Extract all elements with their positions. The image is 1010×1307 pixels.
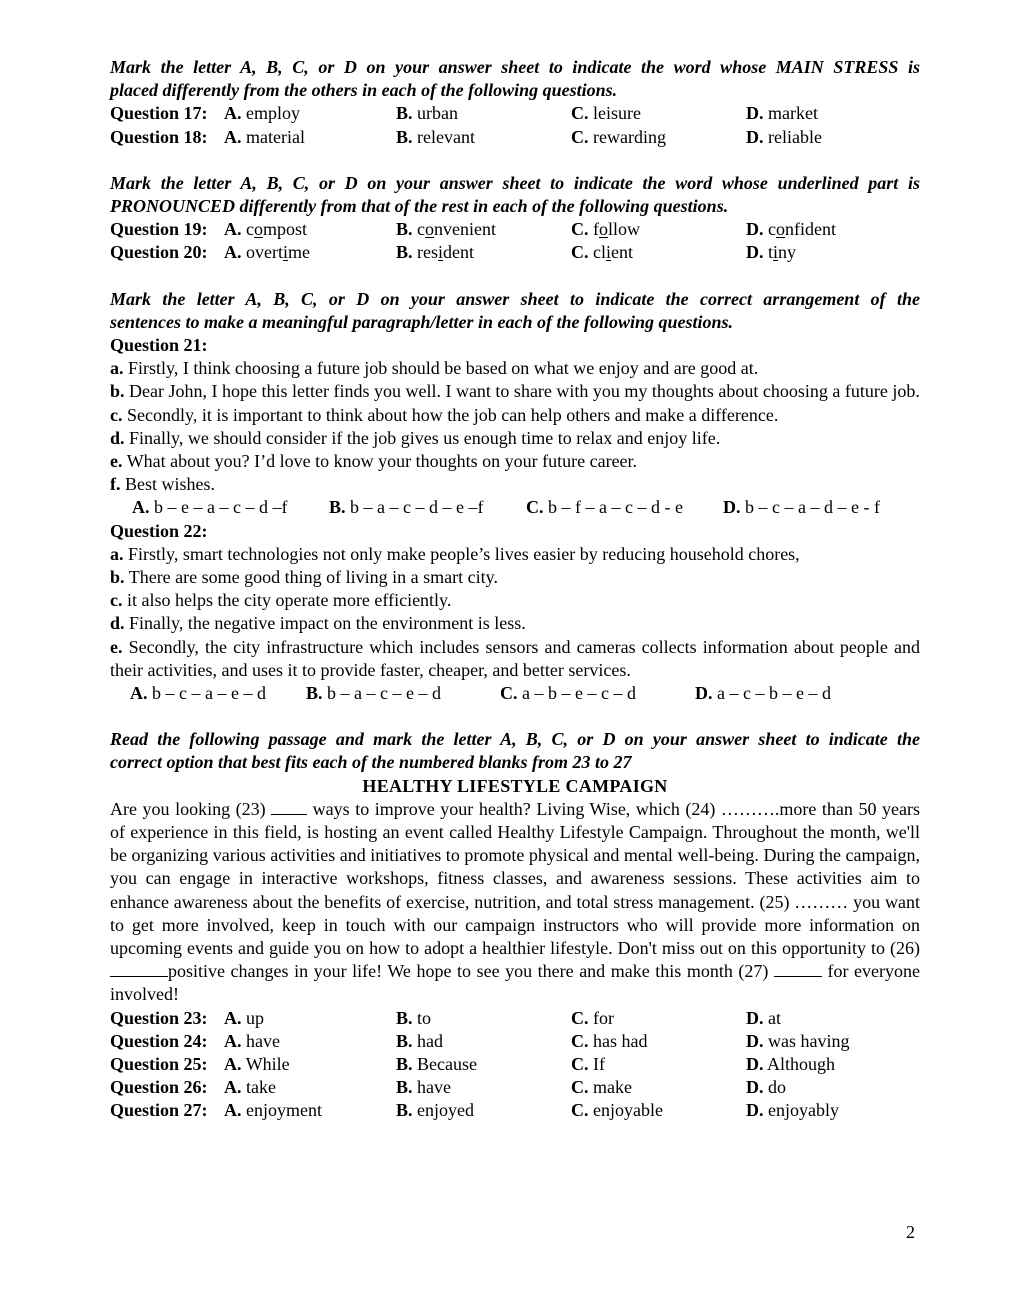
question-row — [110, 218, 920, 241]
sentence-text: Firstly, smart technologies not only make people’s lives easier by reducing household chores, — [128, 543, 800, 564]
option-text: have — [417, 1077, 451, 1098]
option-text: c — [768, 219, 776, 240]
option-d[interactable] — [746, 1030, 849, 1053]
sentence-item — [110, 636, 920, 682]
question-label: Question 18: — [110, 126, 208, 147]
option-text: to — [417, 1007, 432, 1028]
option-letter: C. — [571, 219, 589, 240]
blank-23 — [271, 799, 307, 815]
question-label: Question 22: — [110, 520, 208, 541]
sentence-item — [110, 589, 920, 612]
option-a[interactable] — [224, 126, 305, 149]
option-text: enjoyably — [768, 1100, 839, 1121]
option-letter: B. — [396, 126, 413, 147]
option-c[interactable] — [526, 496, 683, 519]
option-text: at — [768, 1007, 781, 1028]
sentence-text: Secondly, the city infrastructure which includes sensors and cameras collects information about people and their activities, and uses it to provide faster, cheaper, and better services. — [110, 636, 921, 680]
option-letter: A. — [224, 1030, 242, 1051]
option-text: have — [246, 1030, 280, 1051]
option-letter: A. — [224, 219, 242, 240]
option-a[interactable] — [130, 682, 266, 705]
option-d[interactable] — [746, 1099, 839, 1122]
option-a[interactable] — [132, 496, 287, 519]
sentence-text: Best wishes. — [125, 474, 215, 495]
option-text: material — [246, 126, 305, 147]
option-letter: A. — [130, 683, 148, 703]
option-letter: C. — [571, 126, 589, 147]
sentence-key: c. — [110, 590, 123, 611]
option-letter: A. — [224, 103, 242, 124]
instruction-line: Mark the letter A, B, C, or D on your answer sheet to indicate the word whose MAIN STRESS is — [110, 57, 920, 77]
instruction-stress — [110, 56, 920, 102]
sentence-text: Firstly, I think choosing a future job should be based on what we enjoy and are good at. — [128, 358, 759, 379]
option-b[interactable] — [329, 496, 483, 519]
passage-title: HEALTHY LIFESTYLE CAMPAIGN — [362, 775, 668, 796]
option-d[interactable] — [695, 682, 831, 705]
sentence-text: it also helps the city operate more efficiently. — [127, 590, 452, 611]
option-c[interactable] — [571, 1007, 614, 1030]
option-a[interactable] — [224, 102, 300, 125]
sentence-key: a. — [110, 543, 124, 564]
option-letter: C. — [571, 1077, 589, 1098]
passage-part: Are you looking (23) — [110, 798, 272, 819]
option-text: c — [246, 219, 254, 240]
option-letter: B. — [306, 683, 323, 703]
question-row — [110, 126, 920, 149]
option-c[interactable] — [571, 102, 641, 125]
option-c[interactable] — [571, 241, 633, 264]
blank-26 — [110, 961, 168, 977]
option-text: While — [245, 1054, 290, 1074]
option-letter: B. — [329, 497, 346, 518]
sentence-key: b. — [110, 566, 125, 587]
option-text: employ — [246, 103, 300, 124]
question-row — [110, 1053, 920, 1076]
question-label: Question 21: — [110, 334, 208, 355]
option-a[interactable] — [224, 1030, 280, 1053]
option-letter: C. — [571, 103, 589, 124]
option-letter: C. — [571, 1054, 589, 1074]
page-number: 2 — [906, 1222, 915, 1242]
sentence-item — [110, 380, 920, 403]
option-a[interactable] — [224, 241, 310, 264]
option-letter: B. — [396, 1077, 413, 1098]
option-text: cl — [593, 242, 606, 263]
option-text: llow — [608, 219, 641, 240]
underlined-letter: o — [776, 219, 785, 240]
question-label: Question 19: — [110, 219, 208, 240]
option-b[interactable] — [396, 218, 496, 241]
sentence-item — [110, 473, 920, 496]
sentence-text: Dear John, I hope this letter finds you well. I want to share with you my thoughts about choosing a future job. — [129, 381, 920, 402]
option-text: Because — [417, 1054, 477, 1074]
option-letter: D. — [723, 497, 741, 518]
passage-part: ways to improve your health? Living Wise, which (24) ……….more than 50 years of experience in this field, is hosting an event called Healthy Lifestyle Campaign. Throughout the month, we'll be organizing various activities and initiatives to promote physical and mental well-being. During the campaign, you can engage in interactive workshops, fitness classes, and awareness sessions. These activities aim to enhance awareness about the benefits of exercise, nutrition, and total stress management. (25) ……… you want to get more involved, keep in touch with our campaign instructors who will provide more information on upcoming events and guide you on how to adopt a healthier lifestyle. Don't miss out on this opportunity to (26) — [110, 798, 920, 959]
instruction-line: placed differently from the others in each of the following questions. — [110, 80, 618, 101]
option-c[interactable] — [571, 1053, 605, 1076]
question-row — [110, 1007, 920, 1030]
option-letter: C. — [571, 242, 589, 263]
option-b[interactable] — [396, 241, 474, 264]
option-c[interactable] — [571, 218, 640, 241]
option-letter: A. — [224, 242, 242, 263]
option-letter: B. — [396, 1030, 413, 1051]
sentence-key: e. — [110, 636, 123, 657]
blank-27 — [774, 961, 822, 977]
sentence-text: Finally, the negative impact on the environment is less. — [129, 613, 526, 634]
option-c[interactable] — [571, 1030, 647, 1053]
option-text: ny — [778, 242, 797, 263]
sentence-text: There are some good thing of living in a smart city. — [128, 566, 498, 587]
option-letter: A. — [224, 1007, 242, 1028]
option-letter: A. — [132, 497, 150, 518]
option-letter: A. — [224, 1077, 242, 1098]
option-d[interactable] — [746, 218, 836, 241]
sentence-key: b. — [110, 381, 125, 402]
question-row — [110, 1030, 920, 1053]
option-text: reliable — [768, 126, 822, 147]
option-letter: A. — [224, 126, 242, 147]
underlined-letter: i — [773, 242, 779, 263]
option-letter: D. — [746, 1100, 764, 1121]
sentence-text: Finally, we should consider if the job gives us enough time to relax and enjoy life. — [129, 427, 721, 448]
question-row — [110, 1076, 920, 1099]
underlined-letter: i — [606, 242, 612, 263]
instruction-line: Mark the letter A, B, C, or D on your answer sheet to indicate the word whose underlined part is — [110, 172, 920, 193]
option-letter: B. — [396, 242, 413, 263]
instruction-arrangement — [110, 288, 920, 334]
instruction-line: sentences to make a meaningful paragraph/letter in each of the following questions. — [110, 311, 734, 332]
sentence-item — [110, 427, 920, 450]
option-letter: B. — [396, 219, 413, 240]
option-text: had — [417, 1030, 444, 1051]
passage-part: for everyone involved! — [110, 961, 920, 1005]
underlined-letter: i — [438, 242, 444, 263]
option-letter: D. — [746, 1077, 764, 1098]
question-label: Question 25: — [110, 1054, 208, 1074]
question-row — [110, 241, 920, 264]
sentence-key: f. — [110, 474, 121, 495]
question-row — [110, 1099, 920, 1122]
instruction-cloze — [110, 728, 920, 774]
option-letter: C. — [500, 683, 518, 703]
option-text: up — [246, 1007, 264, 1028]
exam-page — [110, 56, 920, 1123]
underlined-letter: o — [599, 219, 608, 240]
option-letter: B. — [396, 1054, 413, 1074]
option-text: relevant — [417, 126, 475, 147]
option-a[interactable] — [224, 218, 307, 241]
option-a[interactable] — [224, 1076, 276, 1099]
option-text: b – a – c – d – e –f — [350, 497, 484, 518]
option-letter: B. — [396, 1100, 413, 1121]
option-c[interactable] — [571, 126, 666, 149]
option-text: a – c – b – e – d — [717, 683, 831, 703]
sentence-item — [110, 450, 920, 473]
option-text: enjoyment — [246, 1100, 322, 1121]
option-b[interactable] — [396, 1099, 474, 1122]
question-22-options — [110, 682, 920, 705]
option-a[interactable] — [224, 1007, 264, 1030]
option-text: Although — [767, 1054, 836, 1074]
option-d[interactable] — [746, 102, 818, 125]
option-c[interactable] — [571, 1099, 663, 1122]
underlined-letter: i — [282, 242, 288, 263]
option-text: b – c – a – e – d — [152, 683, 266, 703]
underlined-letter: o — [425, 219, 435, 240]
option-text: leisure — [593, 103, 641, 124]
option-b[interactable] — [396, 1076, 451, 1099]
sentence-key: d. — [110, 427, 125, 448]
option-letter: C. — [571, 1007, 589, 1028]
option-text: was having — [768, 1030, 850, 1051]
sentence-item — [110, 612, 920, 635]
option-a[interactable] — [224, 1053, 290, 1076]
option-text: b – a – c – e – d — [327, 683, 441, 703]
question-label: Question 27: — [110, 1100, 208, 1121]
option-letter: A. — [224, 1054, 242, 1074]
instruction-pronunciation — [110, 172, 920, 218]
instruction-line: Read the following passage and mark the letter A, B, C, or D on your answer sheet to indicate the — [110, 729, 920, 750]
option-c[interactable] — [571, 1076, 632, 1099]
sentence-item — [110, 357, 920, 380]
option-text: market — [768, 103, 818, 124]
option-d[interactable] — [746, 126, 822, 149]
question-row — [110, 102, 920, 125]
question-label: Question 24: — [110, 1030, 208, 1051]
option-b[interactable] — [396, 1007, 431, 1030]
option-text: b – e – a – c – d –f — [154, 497, 288, 518]
option-text: dent — [443, 242, 475, 263]
option-text: for — [593, 1007, 614, 1028]
instruction-line: correct option that best fits each of the numbered blanks from 23 to 27 — [110, 752, 632, 773]
sentence-key: d. — [110, 613, 125, 634]
instruction-line: Mark the letter A, B, C, or D on your answer sheet to indicate the correct arrangement of the — [110, 288, 920, 309]
option-text: do — [768, 1077, 786, 1098]
option-text: t — [768, 242, 774, 263]
option-text: If — [593, 1054, 605, 1074]
option-text: ent — [611, 242, 634, 263]
option-text: c — [417, 219, 426, 240]
option-letter: D. — [746, 1054, 764, 1074]
sentence-item — [110, 543, 920, 566]
option-d[interactable] — [746, 1007, 781, 1030]
question-label: Question 23: — [110, 1007, 208, 1028]
sentence-item — [110, 404, 920, 427]
option-b[interactable] — [396, 126, 475, 149]
option-text: b – c – a – d – e - f — [745, 497, 880, 518]
option-letter: D. — [746, 1007, 764, 1028]
option-d[interactable] — [746, 1053, 835, 1076]
option-letter: A. — [224, 1100, 242, 1121]
option-text: overt — [246, 242, 283, 263]
option-letter: D. — [695, 683, 713, 703]
option-text: res — [417, 242, 439, 263]
option-letter: D. — [746, 242, 764, 263]
option-letter: C. — [571, 1030, 589, 1051]
option-letter: D. — [746, 126, 764, 147]
sentence-key: e. — [110, 450, 123, 471]
sentence-key: a. — [110, 358, 124, 379]
option-text: me — [288, 242, 310, 263]
option-letter: C. — [526, 497, 544, 518]
sentence-text: What about you? I’d love to know your thoughts on your future career. — [126, 450, 638, 471]
question-label: Question 17: — [110, 103, 208, 124]
underlined-letter: o — [254, 219, 263, 240]
option-text: rewarding — [593, 126, 666, 147]
option-b[interactable] — [396, 1053, 477, 1076]
option-c[interactable] — [500, 682, 636, 705]
question-21-options — [110, 496, 920, 519]
option-d[interactable] — [746, 1076, 786, 1099]
option-letter: D. — [746, 219, 764, 240]
option-b[interactable] — [306, 682, 441, 705]
passage-part: positive changes in your life! We hope to see you there and make this month (27) — [168, 961, 774, 982]
option-text: take — [246, 1077, 276, 1098]
option-a[interactable] — [224, 1099, 322, 1122]
option-letter: B. — [396, 103, 413, 124]
option-text: f — [593, 219, 599, 240]
option-letter: C. — [571, 1100, 589, 1121]
option-b[interactable] — [396, 1030, 443, 1053]
sentence-text: Secondly, it is important to think about how the job can help others and make a difference. — [127, 404, 779, 425]
sentence-item — [110, 566, 920, 589]
option-text: b – f – a – c – d - e — [548, 497, 683, 518]
option-text: make — [593, 1077, 632, 1098]
sentence-key: c. — [110, 404, 123, 425]
option-d[interactable] — [723, 496, 880, 519]
question-label: Question 20: — [110, 242, 208, 263]
option-text: nfident — [785, 219, 836, 240]
option-letter: D. — [746, 103, 764, 124]
option-text: urban — [417, 103, 458, 124]
option-text: enjoyable — [593, 1100, 663, 1121]
question-label: Question 26: — [110, 1077, 208, 1098]
option-text: enjoyed — [417, 1100, 474, 1121]
option-text: has had — [593, 1030, 648, 1051]
instruction-line: PRONOUNCED differently from that of the rest in each of the following questions. — [110, 195, 729, 216]
option-text: nvenient — [434, 219, 496, 240]
option-text: a – b – e – c – d — [522, 683, 636, 703]
option-b[interactable] — [396, 102, 458, 125]
passage-text — [110, 798, 920, 1007]
option-text: mpost — [263, 219, 308, 240]
option-d[interactable] — [746, 241, 796, 264]
option-letter: D. — [746, 1030, 764, 1051]
option-letter: B. — [396, 1007, 413, 1028]
